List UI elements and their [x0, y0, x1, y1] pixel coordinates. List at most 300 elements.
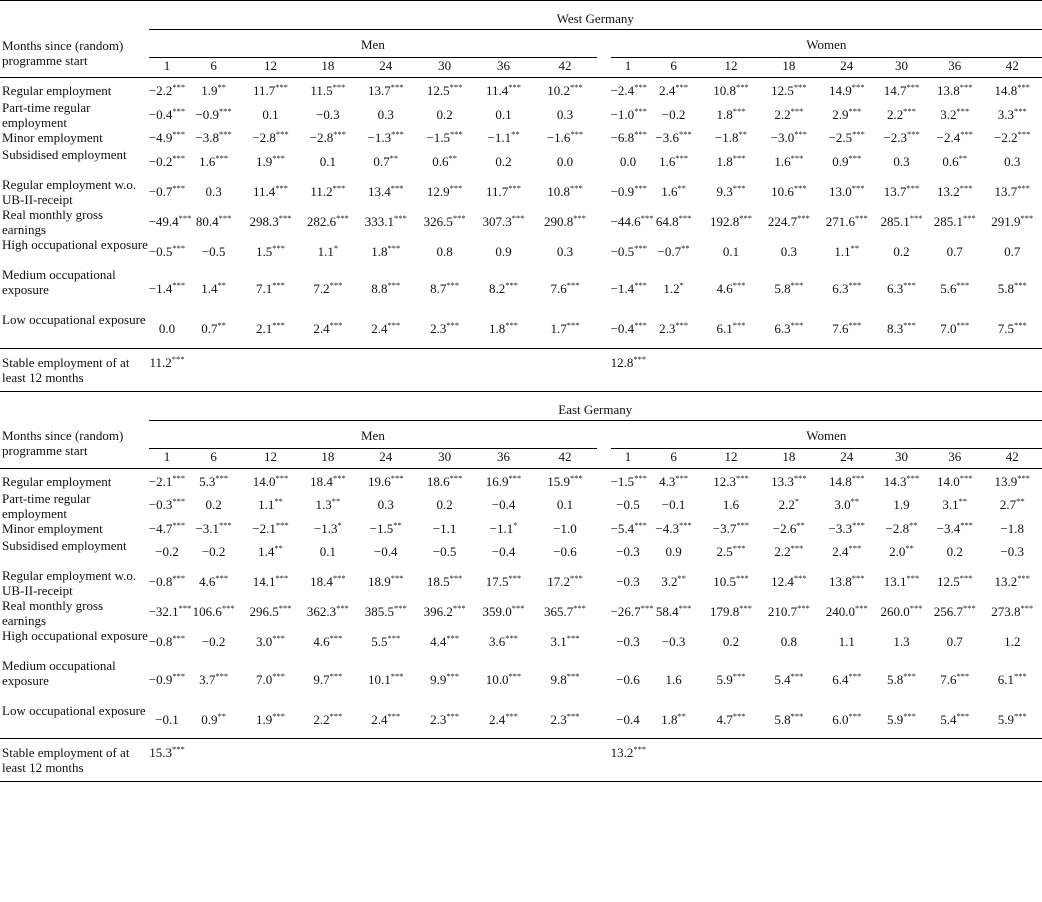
significance-stars: *** [329, 670, 343, 681]
empty-cell [474, 739, 532, 782]
estimate-value: −0.8 [148, 574, 173, 589]
empty-cell [357, 739, 415, 782]
group-gap [597, 100, 610, 130]
group-gap [597, 628, 610, 658]
estimate-value: −1.1 [489, 520, 514, 536]
estimate-value: 80.4 [195, 213, 219, 229]
group-gap [597, 237, 610, 267]
estimate-value: 1.6 [661, 183, 678, 199]
value-cell [357, 312, 415, 348]
significance-stars: *** [736, 519, 750, 530]
estimate-value: 2.7 [999, 497, 1017, 512]
estimate-value: −5.4 [610, 520, 635, 536]
row-label: High occupational exposure [2, 237, 148, 252]
estimate-value: 282.6 [306, 213, 337, 229]
estimate-value: 13.2 [994, 574, 1018, 589]
estimate-value: 11.7 [486, 183, 509, 199]
significance-stars: *** [1013, 670, 1027, 681]
estimate-value: −0.2 [148, 153, 173, 169]
significance-stars: *** [797, 212, 810, 223]
value-cell [299, 83, 356, 100]
value-cell [876, 474, 927, 491]
estimate-value: 4.3 [659, 473, 676, 489]
value-cell [148, 207, 192, 237]
month-header-women: 18 [782, 58, 796, 73]
month-header-women: 12 [724, 448, 738, 464]
significance-stars: *** [172, 496, 186, 506]
estimate-value: 291.9 [991, 213, 1021, 229]
estimate-value: 10.8 [547, 183, 570, 199]
significance-stars: *** [272, 320, 285, 331]
estimate-value: 0.7 [946, 243, 963, 259]
value-cell [415, 147, 474, 177]
row-header-label: Months since (random) programme start [2, 428, 124, 459]
value-cell [760, 703, 817, 739]
significance-stars: ** [796, 519, 805, 530]
value-cell [611, 147, 646, 177]
value-cell [818, 658, 876, 703]
table-row [0, 147, 1042, 177]
significance-stars: *** [272, 633, 285, 643]
significance-stars: *** [794, 129, 808, 139]
value-cell [876, 703, 927, 739]
estimate-value: 2.2 [778, 497, 795, 512]
significance-stars: *** [903, 280, 917, 290]
value-cell [357, 538, 415, 568]
estimate-value: 1.2 [663, 281, 680, 296]
significance-stars: *** [452, 212, 466, 223]
estimate-value: 0.0 [619, 153, 637, 169]
significance-stars: * [333, 242, 339, 253]
empty-cell [818, 348, 876, 391]
significance-stars: *** [790, 320, 804, 331]
significance-stars: *** [215, 152, 229, 163]
value-cell [982, 237, 1042, 267]
estimate-value: 359.0 [482, 604, 512, 619]
estimate-value: 224.7 [767, 213, 798, 229]
value-cell [299, 147, 356, 177]
estimate-value: 11.5 [310, 83, 333, 98]
estimate-value: −0.3 [616, 574, 640, 589]
estimate-value: 290.8 [544, 213, 574, 229]
value-cell [645, 598, 701, 628]
estimate-value: 7.0 [255, 671, 273, 687]
estimate-value: 13.9 [994, 473, 1018, 489]
significance-stars: *** [566, 710, 580, 721]
estimate-value: −0.3 [148, 497, 173, 512]
estimate-value: 13.8 [828, 574, 852, 589]
estimate-value: −1.1 [432, 520, 457, 536]
significance-stars: *** [178, 212, 192, 223]
significance-stars: *** [848, 543, 862, 553]
table-row [0, 312, 1042, 348]
estimate-value: 5.8 [887, 671, 904, 687]
value-cell [818, 521, 876, 538]
value-cell [299, 474, 356, 491]
estimate-value: −0.5 [616, 497, 640, 512]
group-gap [597, 474, 610, 491]
significance-stars: *** [848, 105, 862, 116]
value-cell [611, 628, 646, 658]
value-cell [760, 100, 817, 130]
estimate-value: 0.1 [556, 497, 574, 512]
estimate-value: 0.0 [556, 153, 574, 169]
value-cell [185, 521, 241, 538]
value-cell [611, 83, 646, 100]
estimate-value: 5.5 [371, 634, 388, 649]
value-cell [474, 703, 532, 739]
estimate-value: 8.7 [430, 281, 447, 296]
value-cell [611, 130, 646, 147]
significance-stars: *** [172, 129, 186, 139]
significance-stars: *** [675, 320, 689, 331]
estimate-value: 12.5 [937, 574, 960, 589]
value-cell [645, 207, 701, 237]
significance-stars: *** [329, 633, 343, 643]
estimate-value: −0.3 [661, 634, 686, 649]
value-cell [415, 177, 474, 207]
table-row [0, 83, 1042, 100]
month-header-men: 18 [321, 448, 335, 464]
estimate-value: 14.8 [994, 83, 1018, 98]
value-cell [299, 598, 356, 628]
row-label: Real monthly gross earnings [2, 597, 104, 628]
month-header-men: 42 [558, 448, 572, 464]
months-header-row [0, 448, 1042, 468]
significance-stars: *** [508, 472, 522, 483]
estimate-value: 58.4 [655, 604, 679, 619]
value-cell [760, 658, 817, 703]
estimate-value: 9.7 [313, 671, 330, 687]
value-cell [185, 628, 241, 658]
significance-stars: *** [848, 152, 862, 163]
month-header-men: 12 [263, 448, 277, 464]
month-header-women: 1 [624, 448, 632, 464]
estimate-value: −0.4 [373, 544, 398, 559]
significance-stars: *** [336, 603, 349, 613]
significance-stars: *** [172, 105, 186, 116]
month-header-men: 24 [379, 58, 393, 73]
significance-stars: *** [172, 242, 186, 253]
value-cell [702, 267, 760, 312]
value-cell [702, 83, 760, 100]
estimate-value: 9.9 [430, 671, 447, 687]
value-cell [242, 474, 299, 491]
significance-stars: *** [390, 472, 404, 483]
value-cell [982, 628, 1042, 658]
women-group-header: Women [611, 30, 1042, 58]
row-label: Regular employment [2, 83, 112, 98]
estimate-value: 7.1 [255, 281, 273, 296]
value-cell [611, 658, 646, 703]
value-cell [876, 100, 927, 130]
significance-stars: *** [732, 710, 746, 721]
value-cell [760, 207, 817, 237]
value-cell [702, 658, 760, 703]
value-cell [533, 598, 598, 628]
value-cell [242, 598, 299, 628]
value-cell [415, 237, 474, 267]
estimate-value: 6.1 [716, 321, 733, 337]
value-cell [357, 130, 415, 147]
estimate-value: 14.8 [828, 473, 852, 489]
group-gap [597, 177, 610, 207]
value-cell [610, 207, 654, 237]
significance-stars: *** [903, 105, 917, 116]
significance-stars: *** [219, 519, 232, 530]
estimate-value: 14.7 [883, 83, 907, 98]
estimate-value: 1.6 [199, 153, 216, 169]
estimate-value: 10.6 [771, 183, 794, 199]
estimate-value: 1.7 [550, 321, 567, 337]
significance-stars: *** [446, 320, 460, 331]
group-gap [597, 83, 610, 100]
value-cell [299, 237, 356, 267]
value-cell [185, 237, 241, 267]
value-cell [760, 628, 817, 658]
empty-cell [415, 739, 474, 782]
estimate-value: 1.2 [1004, 634, 1021, 649]
estimate-value: 2.1 [255, 321, 273, 337]
value-cell [185, 100, 241, 130]
estimate-value: 11.2 [310, 183, 333, 199]
value-cell [299, 628, 356, 658]
estimate-value: 1.5 [255, 243, 273, 259]
month-header-men: 36 [497, 448, 511, 464]
value-cell [645, 538, 701, 568]
women-group-header: Women [611, 420, 1042, 448]
value-cell [702, 100, 760, 130]
value-cell [533, 267, 598, 312]
value-cell [533, 312, 598, 348]
value-cell [702, 474, 760, 491]
value-cell [185, 658, 241, 703]
value-cell [299, 177, 356, 207]
value-cell [533, 83, 598, 100]
value-cell [611, 312, 646, 348]
value-cell [982, 703, 1042, 739]
estimate-value: −4.7 [148, 520, 173, 536]
estimate-value: 0.2 [946, 544, 963, 559]
empty-cell [876, 348, 927, 391]
estimate-value: −0.6 [616, 671, 640, 687]
estimate-value: 18.4 [310, 574, 333, 589]
row-label: Minor employment [2, 520, 103, 536]
estimate-value: 2.2 [887, 106, 904, 122]
estimate-value: 4.6 [313, 634, 330, 649]
significance-stars: *** [906, 129, 920, 139]
empty-cell [702, 348, 760, 391]
men-group-header: Men [149, 420, 598, 448]
value-cell [299, 568, 356, 598]
empty-cell [299, 739, 356, 782]
estimate-value: 260.0 [880, 604, 910, 619]
group-gap [597, 703, 610, 739]
group-gap [597, 420, 610, 448]
significance-stars: *** [848, 280, 862, 290]
group-gap [597, 312, 610, 348]
value-cell [610, 598, 654, 628]
value-cell [149, 703, 186, 739]
estimate-value: 0.2 [436, 106, 453, 122]
estimate-value: 12.5 [426, 83, 450, 98]
estimate-value: 0.3 [556, 243, 574, 259]
significance-stars: *** [391, 129, 404, 139]
estimate-value: 0.3 [1004, 153, 1021, 169]
estimate-value: 2.3 [430, 321, 447, 337]
value-cell [149, 491, 186, 521]
value-cell [876, 312, 927, 348]
group-gap [597, 598, 610, 628]
estimate-value: 396.2 [423, 604, 453, 619]
significance-stars: *** [851, 573, 865, 583]
estimate-value: 13.1 [883, 574, 907, 589]
value-cell [415, 568, 474, 598]
value-cell [760, 538, 817, 568]
value-cell [357, 628, 415, 658]
value-cell [185, 177, 241, 207]
table-row [0, 491, 1042, 521]
table-row [0, 474, 1042, 491]
value-cell [185, 130, 241, 147]
value-cell [149, 348, 186, 391]
estimate-value: 0.2 [495, 153, 512, 169]
estimate-value: 10.0 [485, 671, 509, 687]
significance-stars: *** [634, 182, 647, 193]
sex-header-row [0, 30, 1042, 58]
value-cell [474, 628, 532, 658]
row-label: Subsidised employment [2, 537, 127, 553]
significance-stars: ** [274, 496, 283, 506]
estimate-value: 15.3 [149, 745, 172, 760]
month-header-men: 36 [497, 58, 511, 73]
significance-stars: *** [272, 710, 285, 721]
estimate-value: −1.4 [148, 281, 173, 296]
significance-stars: *** [508, 82, 522, 92]
significance-stars: *** [909, 212, 923, 223]
significance-stars: *** [1013, 320, 1027, 331]
significance-stars: *** [793, 573, 807, 583]
value-cell [415, 312, 474, 348]
value-cell [927, 491, 982, 521]
month-header-women: 6 [670, 448, 677, 464]
value-cell [242, 568, 299, 598]
estimate-value: 3.1 [550, 634, 567, 649]
estimate-value: 6.1 [997, 671, 1014, 687]
estimate-value: −0.1 [155, 711, 179, 727]
value-cell [876, 207, 927, 237]
region-title: East Germany [149, 391, 1042, 420]
row-label: Low occupational exposure [2, 702, 146, 718]
significance-stars: *** [732, 152, 746, 163]
significance-stars: *** [903, 320, 917, 331]
significance-stars: *** [172, 519, 186, 530]
value-cell [185, 267, 241, 312]
group-gap [597, 568, 610, 598]
value-cell [927, 100, 982, 130]
value-cell [760, 267, 817, 312]
estimate-value: −1.8 [1000, 520, 1025, 536]
value-cell [927, 598, 982, 628]
value-cell [702, 312, 760, 348]
estimate-value: 1.8 [371, 243, 388, 259]
significance-stars: *** [959, 82, 973, 92]
months-header-row [0, 58, 1042, 78]
estimate-value: 5.6 [940, 281, 957, 296]
estimate-value: −3.3 [828, 520, 853, 536]
estimate-value: −0.7 [657, 243, 682, 259]
value-cell [645, 130, 701, 147]
value-cell [927, 568, 982, 598]
value-cell [185, 207, 241, 237]
estimate-value: 0.7 [201, 321, 218, 337]
significance-stars: *** [570, 82, 583, 92]
significance-stars: *** [215, 670, 229, 681]
estimate-value: 2.3 [659, 321, 676, 337]
value-cell [818, 83, 876, 100]
significance-stars: ** [393, 519, 402, 530]
estimate-value: 326.5 [423, 213, 453, 229]
significance-stars: *** [634, 105, 647, 116]
month-header-women: 36 [948, 58, 962, 73]
significance-stars: *** [963, 212, 976, 223]
value-cell [876, 521, 927, 538]
value-cell [611, 348, 646, 391]
significance-stars: *** [956, 280, 970, 290]
estimate-value: 0.9 [832, 153, 849, 169]
row-label: Minor employment [2, 130, 103, 145]
value-cell [702, 568, 760, 598]
value-cell [876, 628, 927, 658]
estimate-value: 0.2 [205, 497, 222, 512]
value-cell [927, 521, 982, 538]
significance-stars: *** [732, 280, 746, 290]
estimate-value: 3.2 [940, 106, 957, 122]
significance-stars: *** [1017, 573, 1030, 583]
region-label-spacer [0, 1, 149, 30]
value-cell [982, 491, 1042, 521]
value-cell [474, 538, 532, 568]
value-cell [611, 177, 646, 207]
value-cell [876, 598, 927, 628]
estimate-value: 5.9 [887, 711, 904, 727]
empty-cell [242, 739, 299, 782]
empty-cell [533, 739, 598, 782]
value-cell [982, 147, 1042, 177]
value-cell [611, 739, 646, 782]
value-cell [415, 703, 474, 739]
significance-stars: ** [850, 242, 860, 253]
estimate-value: 6.4 [832, 671, 849, 687]
significance-stars: *** [909, 603, 923, 613]
estimate-value: 13.2 [610, 745, 634, 760]
value-cell [702, 598, 760, 628]
stable-employment-row [0, 739, 1042, 782]
estimate-value: −0.2 [201, 634, 226, 649]
significance-stars: *** [732, 105, 746, 116]
estimate-value: 1.8 [489, 321, 506, 337]
estimate-value: 0.3 [377, 106, 394, 122]
significance-stars: ** [905, 543, 914, 553]
estimate-value: −3.0 [770, 130, 795, 145]
value-cell [415, 474, 474, 491]
estimate-value: −0.2 [661, 106, 686, 122]
stable-employment-row [0, 348, 1042, 391]
estimate-value: 0.3 [205, 183, 222, 199]
value-cell [927, 658, 982, 703]
value-cell [611, 538, 646, 568]
row-label: Low occupational exposure [2, 312, 146, 327]
